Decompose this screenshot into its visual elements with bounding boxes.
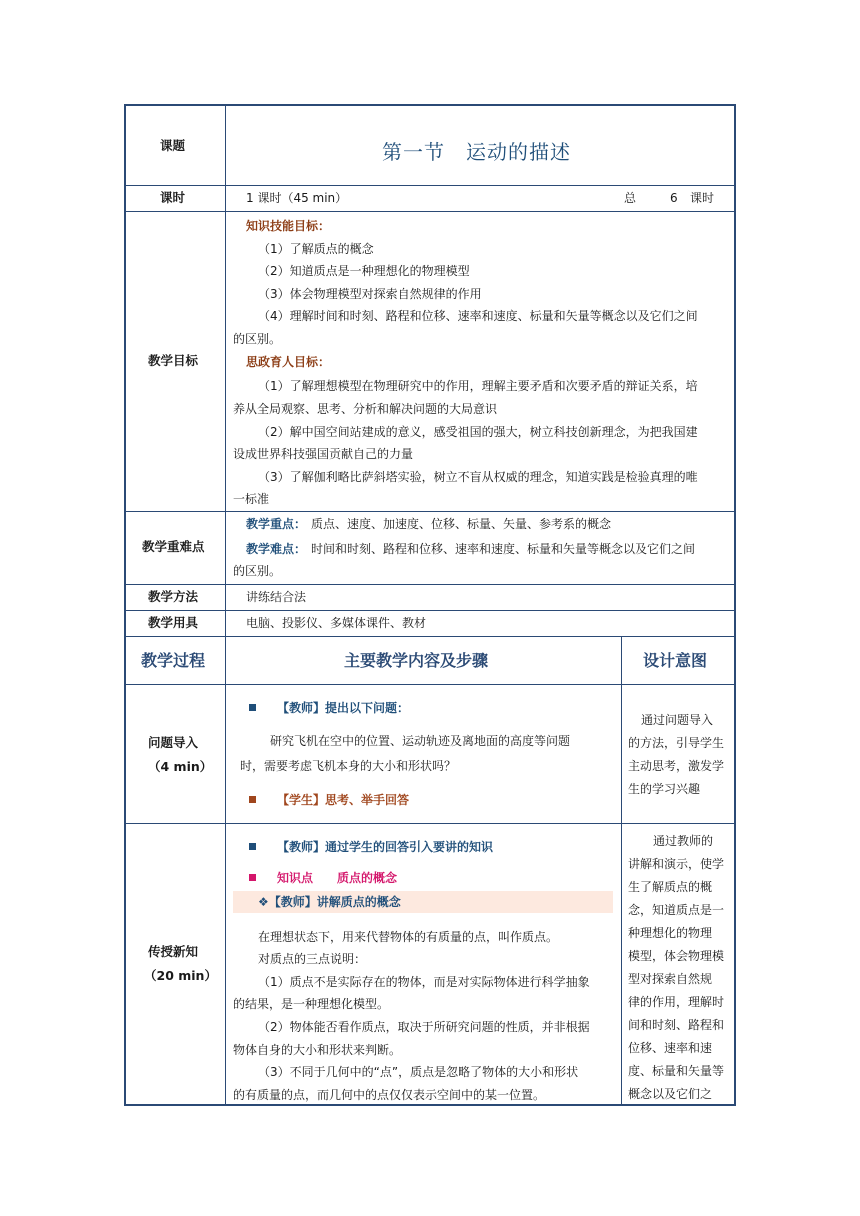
column-divider-intent — [621, 636, 622, 1105]
row-divider — [125, 584, 735, 585]
row-divider — [125, 511, 735, 512]
key-label: 教学重点： — [246, 517, 307, 531]
teaching-intent: 律的作用，理解时 — [628, 995, 725, 1009]
row-divider — [125, 823, 735, 824]
teaching-intent: 生了解质点的概 — [628, 880, 713, 894]
teaching-line: 对质点的三点说明： — [258, 952, 367, 966]
objectives-label: 教学目标 — [148, 353, 199, 368]
bullet-square-icon — [249, 796, 256, 803]
process-header-col3: 设计意图 — [643, 651, 708, 670]
teaching-line: 的结果，是一种理想化模型。 — [233, 997, 390, 1011]
teaching-label: 传授新知 — [148, 944, 199, 959]
bullet-square-icon — [249, 874, 256, 881]
intro-label: 问题导入 — [148, 735, 199, 750]
period-value: 1 课时（45 min） — [246, 191, 348, 205]
teaching-line: 的有质量的点，而几何中的点仅仅表示空间中的某一位置。 — [233, 1088, 546, 1102]
intro-intent: 通过问题导入 — [641, 713, 714, 727]
lesson-title: 第一节 运动的描述 — [382, 140, 571, 164]
tools-label: 教学用具 — [148, 615, 199, 630]
knowledge-item: 的区别。 — [233, 332, 282, 346]
teaching-line: 物体自身的大小和形状来判断。 — [233, 1043, 402, 1057]
knowledge-item: （1）了解质点的概念 — [258, 242, 374, 256]
teaching-intent: 度、标量和矢量等 — [628, 1064, 725, 1078]
teaching-line: （3）不同于几何中的“点”，质点是忽略了物体的大小和形状 — [258, 1065, 579, 1079]
intro-intent: 主动思考，激发学 — [628, 759, 725, 773]
bullet-square-icon — [249, 843, 256, 850]
teaching-time: （20 min） — [144, 968, 217, 983]
teaching-teacher: 【教师】通过学生的回答引入要讲的知识 — [277, 840, 494, 854]
method-label: 教学方法 — [148, 589, 199, 604]
knowledge-item: （2）知道质点是一种理想化的物理模型 — [258, 264, 470, 278]
teaching-intent: 间和时刻、路程和 — [628, 1018, 725, 1032]
difficult-text: 时间和时刻、路程和位移、速率和速度、标量和矢量等概念以及它们之间 — [311, 542, 696, 556]
period-label: 课时 — [160, 190, 186, 205]
ideology-line: （2）解中国空间站建成的意义，感受祖国的强大，树立科技创新理念，为把我国建 — [258, 425, 698, 439]
total-label: 总 — [624, 191, 637, 205]
intro-student: 【学生】思考、举手回答 — [277, 793, 410, 807]
ideology-line: 设成世界科技强国贡献自己的力量 — [233, 447, 414, 461]
total-unit: 课时 — [690, 191, 715, 205]
row-divider — [125, 610, 735, 611]
teaching-line: 在理想状态下，用来代替物体的有质量的点，叫作质点。 — [258, 930, 559, 944]
teaching-intent: 模型，体会物理模 — [628, 949, 725, 963]
lesson-label: 课题 — [160, 138, 186, 153]
keypoints-label: 教学重难点 — [142, 539, 205, 554]
teaching-explain: ❖【教师】讲解质点的概念 — [258, 895, 401, 909]
difficult-text-2: 的区别。 — [233, 564, 282, 578]
teaching-line: （2）物体能否看作质点，取决于所研究问题的性质，并非根据 — [258, 1020, 590, 1034]
ideology-line: 一标准 — [233, 492, 270, 506]
teaching-line: （1）质点不是实际存在的物体，而是对实际物体进行科学抽象 — [258, 975, 590, 989]
teaching-intent: 通过教师的 — [653, 834, 714, 848]
knowledge-item: （4）理解时间和时刻、路程和位移、速率和速度、标量和矢量等概念以及它们之间 — [258, 309, 698, 323]
row-divider — [125, 636, 735, 637]
knowledge-point-title: 质点的概念 — [337, 871, 398, 885]
bullet-square-icon — [249, 704, 256, 711]
tools-value: 电脑、投影仪、多媒体课件、教材 — [246, 616, 427, 630]
ideology-line: 养从全局观察、思考、分析和解决问题的大局意识 — [233, 402, 498, 416]
teaching-intent: 种理想化的物理 — [628, 926, 713, 940]
knowledge-point-label: 知识点 — [277, 871, 314, 885]
row-divider — [125, 211, 735, 212]
difficult-label: 教学难点： — [246, 542, 307, 556]
knowledge-heading: 知识技能目标： — [246, 219, 331, 233]
key-text: 质点、速度、加速度、位移、标量、矢量、参考系的概念 — [311, 517, 612, 531]
ideology-line: （3）了解伽利略比萨斜塔实验，树立不盲从权威的理念，知道实践是检验真理的唯 — [258, 470, 698, 484]
process-header-col2: 主要教学内容及步骤 — [344, 651, 489, 670]
ideology-line: （1）了解理想模型在物理研究中的作用，理解主要矛盾和次要矛盾的辩证关系，培 — [258, 379, 698, 393]
teaching-intent: 讲解和演示，使学 — [628, 857, 725, 871]
intro-question: 研究飞机在空中的位置、运动轨迹及离地面的高度等问题 — [270, 734, 571, 748]
intro-intent: 生的学习兴趣 — [628, 782, 701, 796]
intro-time: （4 min） — [148, 759, 213, 774]
teaching-intent: 概念以及它们之 — [628, 1087, 713, 1101]
row-divider — [125, 684, 735, 685]
intro-question: 时，需要考虑飞机本身的大小和形状吗？ — [240, 759, 457, 773]
intro-intent: 的方法，引导学生 — [628, 736, 725, 750]
column-divider — [225, 105, 226, 1105]
process-header-col1: 教学过程 — [141, 651, 206, 670]
teaching-intent: 型对探索自然规 — [628, 972, 713, 986]
knowledge-item: （3）体会物理模型对探索自然规律的作用 — [258, 287, 482, 301]
teaching-intent: 位移、速率和速 — [628, 1041, 713, 1055]
method-value: 讲练结合法 — [246, 590, 307, 604]
total-value: 6 — [670, 191, 678, 205]
ideology-heading: 思政育人目标： — [246, 355, 331, 369]
row-divider — [125, 185, 735, 186]
teaching-intent: 念，知道质点是一 — [628, 903, 725, 917]
intro-teacher: 【教师】提出以下问题： — [277, 701, 410, 715]
